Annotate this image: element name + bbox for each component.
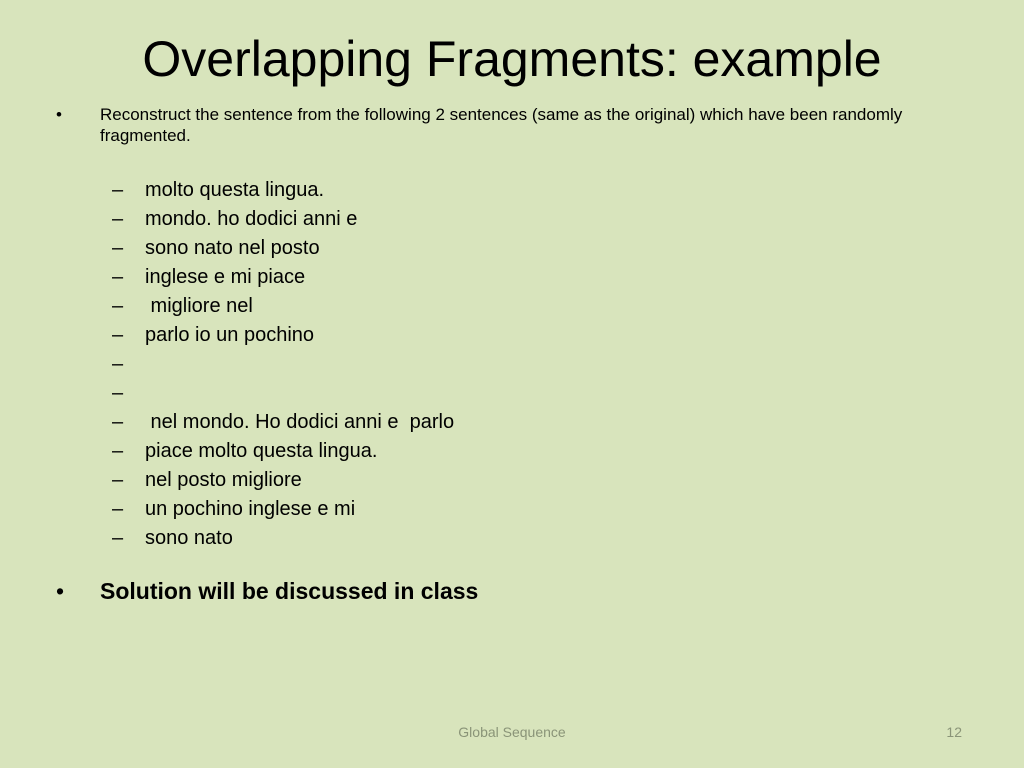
dash-icon: – <box>112 527 124 549</box>
dash-icon: – <box>112 498 124 520</box>
dash-icon: – <box>112 440 124 462</box>
page-number: 12 <box>946 724 962 740</box>
dash-icon: – <box>112 295 124 317</box>
dash-icon: – <box>112 266 124 288</box>
fragment-text: piace molto questa lingua. <box>145 440 378 462</box>
fragment-text: sono nato <box>145 527 233 549</box>
fragment-text: migliore nel <box>145 295 253 317</box>
fragment-text: nel posto migliore <box>145 469 302 491</box>
dash-icon: – <box>112 411 124 433</box>
footer-title: Global Sequence <box>458 724 566 740</box>
fragment-text: mondo. ho dodici anni e <box>145 208 358 230</box>
bullet-icon: • <box>56 578 65 604</box>
fragment-text: nel mondo. Ho dodici anni e parlo <box>145 411 455 433</box>
dash-icon: – <box>112 324 124 346</box>
dash-icon: – <box>112 469 124 491</box>
dash-icon: – <box>112 179 124 201</box>
fragment-text: un pochino inglese e mi <box>145 498 356 520</box>
bullet-icon: • <box>56 105 62 124</box>
dash-icon: – <box>112 208 124 230</box>
dash-icon: – <box>112 237 124 259</box>
fragment-text: inglese e mi piace <box>145 266 306 288</box>
intro-text: Reconstruct the sentence from the following 2 sentences (same as the original) which have been randomly fragmented. <box>100 105 903 145</box>
dash-icon: – <box>112 382 124 404</box>
fragment-text: parlo io un pochino <box>145 324 315 346</box>
slide-title: Overlapping Fragments: example <box>142 31 882 87</box>
conclusion-text: Solution will be discussed in class <box>100 578 479 604</box>
fragment-text: sono nato nel posto <box>145 237 320 259</box>
fragment-text: molto questa lingua. <box>145 179 325 201</box>
dash-icon: – <box>112 353 124 375</box>
